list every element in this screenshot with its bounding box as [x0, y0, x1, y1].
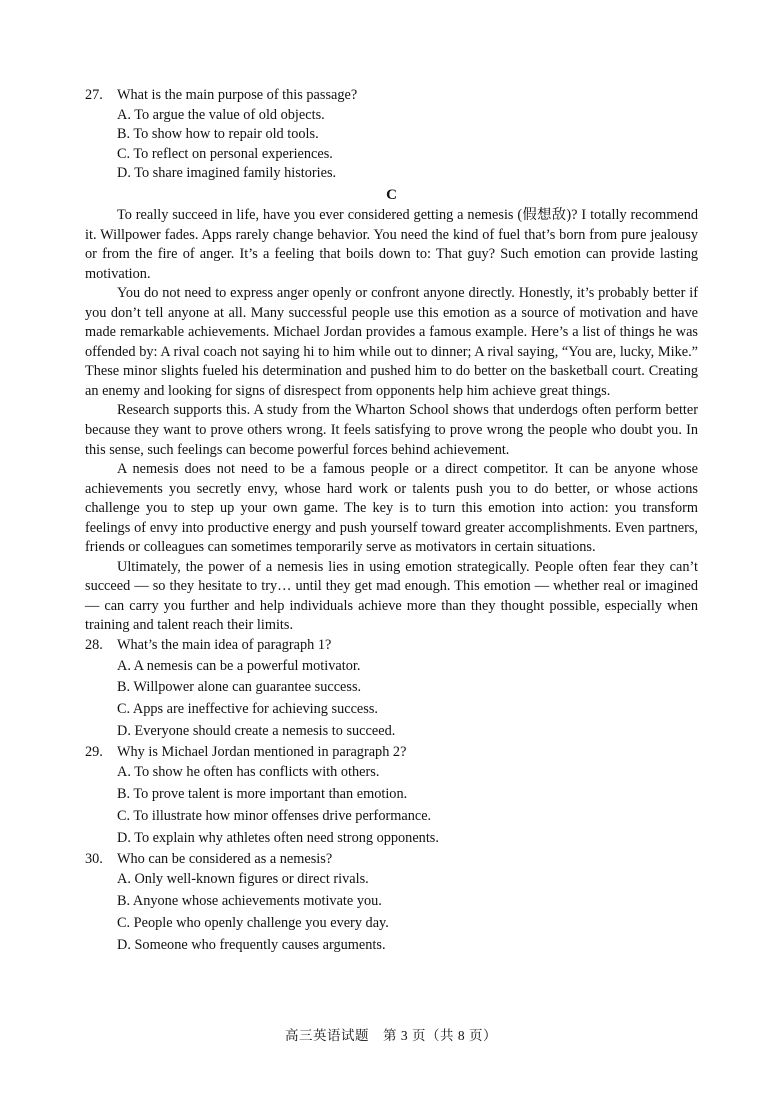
- question-28: [85, 636, 698, 743]
- question-30: [85, 850, 698, 957]
- options-list: [85, 656, 698, 743]
- option-b: B. Anyone whose achievements motivate you.: [117, 892, 382, 909]
- option-b: B. To prove talent is more important than emotion.: [117, 786, 408, 803]
- exam-page: [85, 86, 698, 956]
- option-c: C. People who openly challenge you every day.: [117, 914, 389, 931]
- question-stem: [85, 850, 698, 870]
- question-text: What is the main purpose of this passage?: [117, 87, 358, 103]
- option-d: D. Everyone should create a nemesis to succeed.: [117, 722, 396, 739]
- option-d: D. To explain why athletes often need strong opponents.: [117, 829, 439, 846]
- option-a: A. To argue the value of old objects.: [117, 106, 325, 123]
- question-text: What’s the main idea of paragraph 1?: [117, 637, 332, 653]
- option-a: A. Only well-known figures or direct rivals.: [117, 871, 369, 888]
- question-number: 27.: [85, 87, 103, 103]
- question-stem: [85, 86, 698, 106]
- option-c: C. To reflect on personal experiences.: [117, 145, 333, 162]
- question-stem: [85, 636, 698, 656]
- question-number: 30.: [85, 850, 103, 867]
- question-text: Who can be considered as a nemesis?: [117, 850, 333, 867]
- option-b: B. Willpower alone can guarantee success.: [117, 679, 362, 696]
- options-list: [85, 106, 698, 184]
- options-list: [85, 762, 698, 849]
- option-d: D. Someone who frequently causes arguments.: [117, 936, 386, 953]
- question-stem: [85, 743, 698, 763]
- passage: [85, 206, 698, 636]
- options-list: [85, 869, 698, 956]
- option-d: D. To share imagined family histories.: [117, 165, 337, 182]
- option-a: A. To show he often has conflicts with others.: [117, 764, 380, 781]
- passage-paragraph: Ultimately, the power of a nemesis lies in using emotion strategically. People often fear they can’t succeed — so they hesitate to try… until they get mad enough. This emotion — whether real or imagined — can carry you further and help individuals achieve more than they thought possible, especially when training and talent reach their limits.: [85, 558, 698, 634]
- passage-paragraph: You do not need to express anger openly or confront anyone directly. Honestly, it’s probably better if you don’t tell anyone at all. Many successful people use this emotion as a source of motivation and have made remarkable achievements. Michael Jordan provides a famous example. Here’s a list of things he was offended by: A rival coach not saying hi to him while out to dinner; A rival saying, “You are, lucky, Mike.” These minor slights fueled his determination and pushed him to do better on the basketball court. Creating an enemy and looking for signs of disrespect from opponents help him achieve great things.: [85, 285, 698, 399]
- question-text: Why is Michael Jordan mentioned in paragraph 2?: [117, 743, 407, 760]
- question-number: 29.: [85, 743, 103, 760]
- passage-paragraph: A nemesis does not need to be a famous people or a direct competitor. It can be anyone whose achievements you secretly envy, whose hard work or talents push you to do better, or whose actions challenge you to step up your own game. The key is to turn this emotion into action: you transform feelings of envy into productive energy and push yourself toward greater accomplishments. Even partners, friends or colleagues can sometimes temporarily serve as motivators in certain situations.: [85, 461, 698, 556]
- passage-paragraph: To really succeed in life, have you ever considered getting a nemesis (假想敌)? I totally recommend it. Willpower fades. Apps rarely change behavior. You need the kind of fuel that’s born from pure jealousy or from the fire of anger. It’s a feeling that boils down to: That guy? Such emotion can provide lasting motivation.: [85, 206, 698, 282]
- question-number: 28.: [85, 637, 103, 653]
- option-c: C. Apps are ineffective for achieving success.: [117, 701, 378, 718]
- option-c: C. To illustrate how minor offenses drive performance.: [117, 807, 432, 824]
- page-footer: 高三英语试题 第 3 页（共 8 页）: [285, 1028, 497, 1043]
- passage-paragraph: Research supports this. A study from the Wharton School shows that underdogs often perform better because they want to prove others wrong. It feels satisfying to prove wrong the people who doubt you. In this sense, such feelings can become powerful forces behind achievement.: [85, 402, 698, 458]
- question-29: [85, 743, 698, 850]
- option-a: A. A nemesis can be a powerful motivator.: [117, 657, 361, 674]
- question-27: [85, 86, 698, 184]
- option-b: B. To show how to repair old tools.: [117, 126, 319, 143]
- section-title: C: [386, 186, 397, 203]
